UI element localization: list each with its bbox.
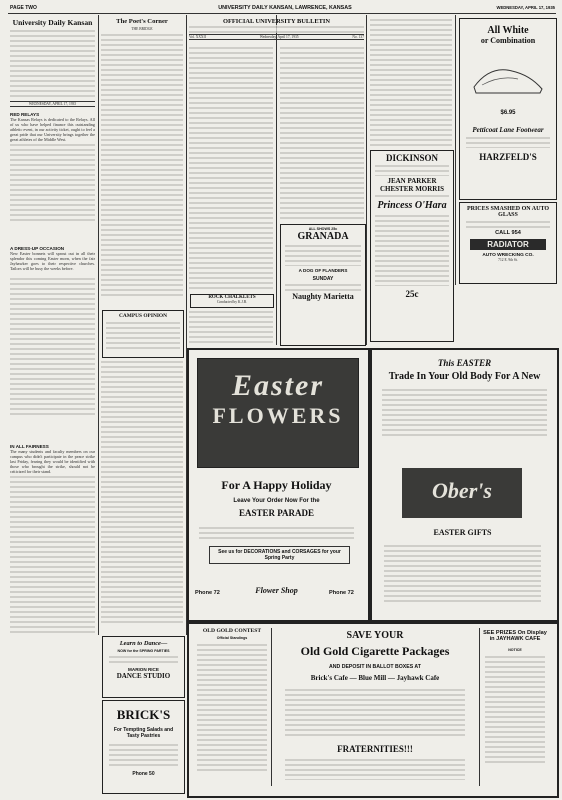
bulletin-date: Wednesday, April 17, 1935 — [259, 35, 299, 39]
rock-chalklets-title: ROCK CHALKLETS — [208, 295, 256, 300]
shoe-brand: Petticoat Lane Footwear — [472, 126, 544, 134]
poets-corner-title: The Poet's Corner — [116, 18, 168, 25]
save-your: SAVE YOUR — [346, 630, 404, 641]
bulletin-number: No. 137 — [352, 35, 364, 39]
campus-opinion — [102, 310, 184, 358]
editorial-3 — [10, 444, 95, 635]
contest-subtitle: Official Standings — [216, 636, 248, 640]
granada-sunday: SUNDAY — [312, 276, 334, 283]
masthead-date: WEDNESDAY, APRIL 17, 1935 — [10, 101, 95, 107]
dickinson-title: DICKINSON — [385, 153, 438, 163]
star-1: JEAN PARKER — [387, 177, 437, 185]
granada-title: GRANADA — [297, 231, 349, 243]
store-name: HARZFELD'S — [479, 152, 537, 162]
radiator-headline: PRICES SMASHED ON AUTO GLASS — [466, 206, 550, 218]
star-2: CHESTER MORRIS — [380, 185, 444, 193]
obers-trade: Trade In Your Old Body For A New — [388, 371, 541, 382]
deposit-line: AND DEPOSIT IN BALLOT BOXES AT — [329, 664, 421, 670]
radiator-address: 712 E. 9th St. — [498, 258, 518, 262]
editorial-title: RED RELAYS — [10, 112, 40, 117]
masthead — [10, 18, 95, 107]
poem-title: THE BRIDGE — [131, 27, 153, 31]
contest-title: OLD GOLD CONTEST — [202, 628, 262, 634]
radiator-phone: CALL 954 — [495, 230, 521, 236]
bricks-line-2: Tasty Pastries — [126, 733, 161, 739]
easter-banner — [197, 358, 359, 468]
bulletin-title: OFFICIAL UNIVERSITY BULLETIN — [222, 18, 330, 25]
deposit-places: Brick's Cafe — Blue Mill — Jayhawk Cafe — [310, 674, 440, 682]
easter-parade: EASTER PARADE — [238, 508, 315, 518]
granada-price: ALL SHOWS 25c — [308, 227, 338, 231]
radiator-company: AUTO WRECKING CO. — [482, 253, 534, 258]
header-date: WEDNESDAY, APRIL 17, 1935 — [496, 5, 555, 10]
editorial-text: The many students and faculty members on our campus who didn't participate in the peace strike last Friday, fearing they would be identified with those who brought the strike, should not be criticized for their stand. — [10, 449, 95, 475]
easter-order-line: Leave Your Order Now For the — [233, 498, 320, 504]
old-gold-ad — [187, 622, 559, 798]
editorial-1 — [10, 112, 95, 223]
editorial-title: IN ALL FAIRNESS — [10, 444, 49, 449]
shoe-illustration — [460, 45, 556, 105]
easter-note: See us for DECORATIONS and CORSAGES for your Spring Party — [209, 546, 350, 564]
easter-phone-left: Phone 72 — [195, 590, 220, 596]
rock-chalklets — [190, 294, 274, 308]
easter-holiday: For A Happy Holiday — [221, 478, 332, 492]
dance-line-2: NOW for the SPRING PARTIES — [117, 649, 170, 653]
easter-title: Easter — [231, 369, 324, 402]
obers-logo — [402, 468, 522, 518]
granada-feature: Naughty Marietta — [292, 292, 354, 302]
old-gold-packages: Old Gold Cigarette Packages — [300, 644, 450, 658]
shoe-price: $6.95 — [500, 110, 516, 116]
radiator-brand: RADIATOR — [470, 239, 546, 250]
obers-ad — [370, 348, 559, 622]
editorial-text: The Kansas Relays is dedicated to the Relays. All of us who have helped finance this outstanding athletic event, in our activity ticket, ought to feel a great pride that our University brings together the great athletes of the Middle West. — [10, 117, 95, 143]
easter-phone-right: Phone 72 — [329, 590, 354, 596]
bulletin-volume: Vol. XXXII — [189, 35, 206, 39]
ad-title: All White — [487, 25, 529, 36]
dance-school: DANCE STUDIO — [116, 672, 171, 681]
obers-name: Ober's — [432, 478, 492, 503]
film-title: Princess O'Hara — [377, 200, 447, 211]
page-number: PAGE TWO — [10, 5, 37, 11]
campus-opinion-title: CAMPUS OPINION — [118, 313, 168, 319]
bricks-line-1: For Tempting Salads and — [113, 727, 174, 733]
prizes-display: SEE PRIZES On Display in JAYHAWK CAFE — [483, 630, 547, 642]
bricks-title: BRICK'S — [116, 707, 171, 722]
obers-gifts: EASTER GIFTS — [433, 528, 492, 537]
paper-name: UNIVERSITY DAILY KANSAN, LAWRENCE, KANSAS — [218, 5, 352, 11]
official-bulletin — [189, 18, 364, 40]
bricks-ad — [102, 700, 185, 794]
editorial-2 — [10, 246, 95, 417]
radiator-ad — [459, 202, 557, 284]
poets-corner — [101, 18, 183, 298]
granada-ad — [280, 224, 366, 346]
bricks-phone: Phone 50 — [132, 771, 155, 777]
prizes-box — [479, 628, 550, 786]
editorial-title: A DRESS-UP OCCASION — [10, 246, 65, 251]
granada-show: A DOG OF FLANDERS — [298, 268, 348, 274]
dickinson-ad — [370, 150, 454, 342]
rock-chalklets-byline: Conducted by K.J.B. — [216, 300, 248, 304]
easter-flowers-ad — [187, 348, 370, 622]
fraternities: FRATERNITIES!!! — [337, 744, 413, 754]
contest-standings — [193, 628, 272, 786]
harzfelds-ad — [459, 18, 557, 200]
ad-title-2: or Combination — [480, 36, 536, 45]
flower-shop: Flower Shop — [255, 586, 298, 595]
masthead-title: University Daily Kansan — [12, 18, 93, 27]
editorial-text: New Easter bonnets will sprout out in all their splendor this coming Easter morn, when the fair Jayhawker goes to their respective churches. Tailors will be busy the weeks before. — [10, 251, 95, 272]
obers-this-easter: This EASTER — [437, 358, 492, 368]
dance-line-1: Learn to Dance— — [119, 640, 168, 647]
dance-studio-ad — [102, 636, 185, 698]
dickinson-price: 25c — [405, 289, 419, 299]
flowers-title: FLOWERS — [212, 403, 344, 428]
notice-heading: NOTICE — [508, 648, 522, 652]
dance-teacher: MARION RICE — [128, 667, 159, 673]
